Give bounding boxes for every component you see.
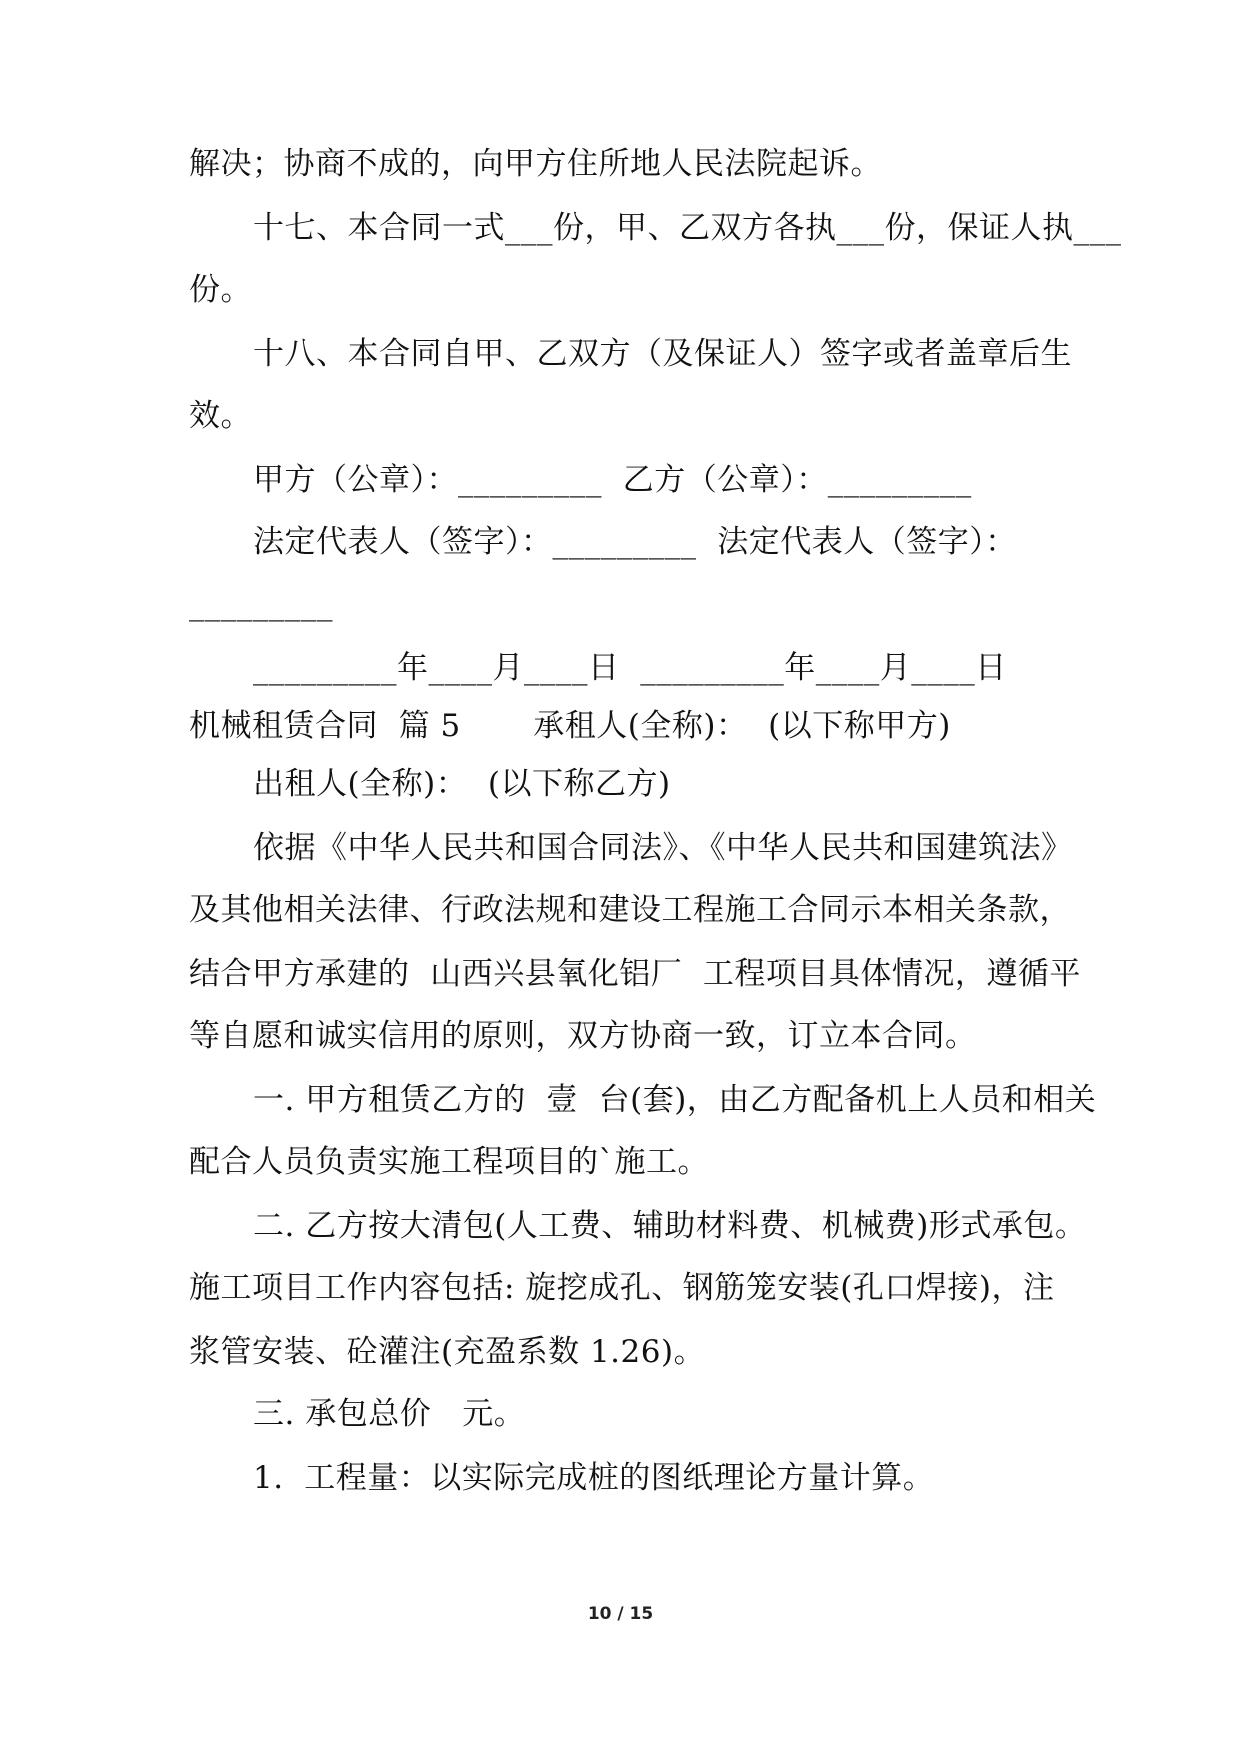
- text-line: _________年____月____日 _________年____月____日: [253, 650, 1007, 686]
- text-line: 解决；协商不成的，向甲方住所地人民法院起诉。: [189, 146, 882, 182]
- text-line: 浆管安装、砼灌注(充盈系数 1.26)。: [189, 1334, 706, 1370]
- text-line: 二. 乙方按大清包(人工费、辅助材料费、机械费)形式承包。: [253, 1208, 1087, 1244]
- text-line: 出租人(全称)： (以下称乙方): [253, 766, 671, 802]
- text-line: 效。: [189, 398, 252, 434]
- text-line: 结合甲方承建的 山西兴县氧化铝厂 工程项目具体情况，遵循平: [189, 956, 1081, 992]
- text-line: 及其他相关法律、行政法规和建设工程施工合同示本相关条款，: [189, 892, 1071, 928]
- text-line: 依据《中华人民共和国合同法》、《中华人民共和国建筑法》: [253, 830, 1073, 866]
- text-line: 施工项目工作内容包括: 旋挖成孔、钢筋笼安装(孔口焊接)，注: [189, 1270, 1055, 1306]
- text-line: 1. 工程量：以实际完成桩的图纸理论方量计算。: [253, 1460, 935, 1496]
- text-line: 配合人员负责实施工程项目的`施工。: [189, 1144, 709, 1180]
- text-line: 份。: [189, 272, 252, 308]
- text-line: 法定代表人（签字）：_________ 法定代表人（签字）：: [253, 524, 1017, 560]
- text-line: 一. 甲方租赁乙方的 壹 台(套)，由乙方配备机上人员和相关: [253, 1082, 1097, 1118]
- text-line: 三. 承包总价 元。: [253, 1396, 526, 1432]
- page-number: 10 / 15: [587, 1604, 654, 1624]
- text-line: 机械租赁合同 篇 5 承租人(全称)： (以下称甲方): [189, 708, 951, 744]
- text-line: _________: [189, 586, 333, 622]
- text-line: 十七、本合同一式___份，甲、乙双方各执___份，保证人执___: [253, 210, 1122, 246]
- text-line: 等自愿和诚实信用的原则，双方协商一致，订立本合同。: [189, 1018, 977, 1054]
- text-line: 甲方（公章）：_________ 乙方（公章）：_________: [253, 462, 972, 498]
- text-line: 十八、本合同自甲、乙双方（及保证人）签字或者盖章后生: [253, 336, 1072, 372]
